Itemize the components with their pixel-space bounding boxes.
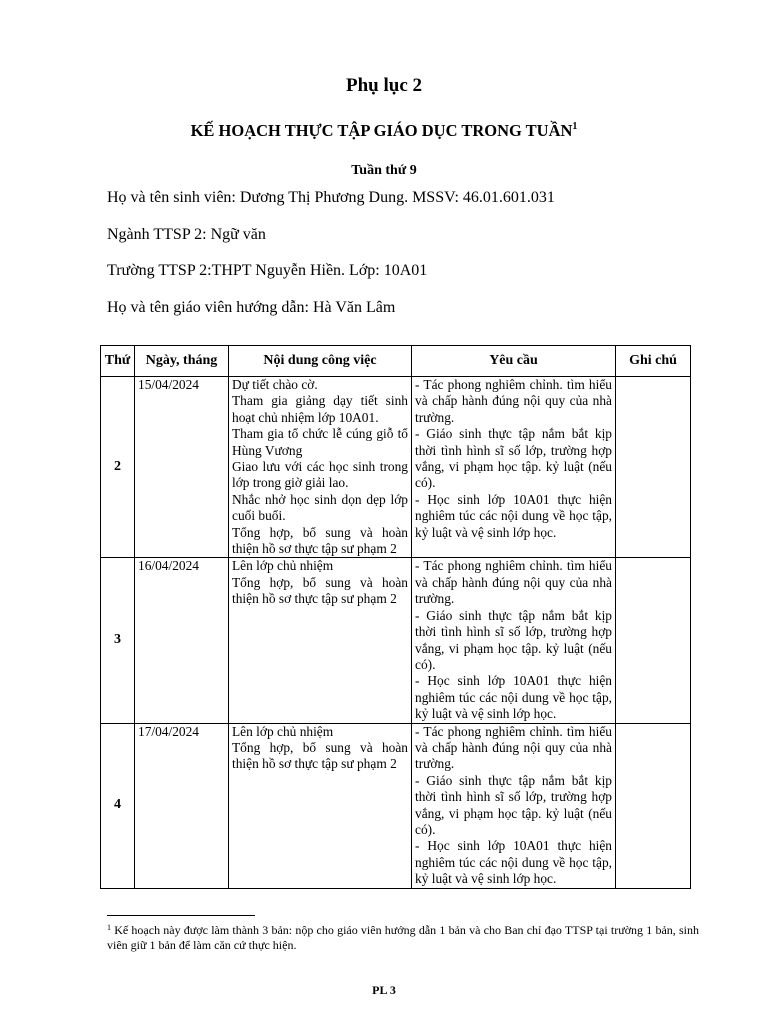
footnote-divider bbox=[107, 915, 255, 916]
requirement-line: - Học sinh lớp 10A01 thực hiện nghiêm túc các nội dung về học tập, kỷ luật và vệ sinh lớp học. bbox=[415, 491, 612, 540]
content-line: Dự tiết chào cờ. bbox=[232, 377, 318, 392]
requirement-cell bbox=[412, 723, 616, 888]
note-cell bbox=[616, 377, 691, 558]
appendix-title: Phụ lục 2 bbox=[345, 75, 423, 96]
header-note: Ghi chú bbox=[616, 346, 691, 377]
day-cell: 3 bbox=[101, 558, 135, 723]
requirement-cell bbox=[412, 558, 616, 723]
note-cell bbox=[616, 723, 691, 888]
weekly-plan-table bbox=[100, 345, 691, 889]
plan-title-footnote-mark: 1 bbox=[572, 121, 578, 132]
requirement-line: - Học sinh lớp 10A01 thực hiện nghiêm túc các nội dung về học tập, kỷ luật và vệ sinh lớp học. bbox=[415, 838, 612, 887]
major-info-line: Ngành TTSP 2: Ngữ văn bbox=[107, 226, 266, 243]
content-cell bbox=[229, 377, 412, 558]
content-line: Tổng hợp, bổ sung và hoàn thiện hồ sơ thực tập sư phạm 2 bbox=[232, 574, 408, 607]
requirement-line: - Tác phong nghiêm chỉnh. tìm hiểu và chấp hành đúng nội quy của nhà trường. bbox=[415, 377, 612, 425]
date-cell: 17/04/2024 bbox=[135, 723, 229, 888]
content-line: Tổng hợp, bổ sung và hoàn thiện hồ sơ thực tập sư phạm 2 bbox=[232, 524, 408, 557]
requirement-cell bbox=[412, 377, 616, 558]
content-line: Lên lớp chủ nhiệm bbox=[232, 723, 334, 739]
student-info-line: Họ và tên sinh viên: Dương Thị Phương Dung. MSSV: 46.01.601.031 bbox=[107, 189, 555, 206]
requirement-line: - Giáo sinh thực tập nắm bắt kịp thời tình hình sĩ số lớp, trường hợp vắng, vi phạm học tập. kỷ luật (nếu có). bbox=[415, 426, 612, 491]
content-line: Nhắc nhở học sinh dọn dẹp lớp cuối buổi. bbox=[232, 491, 408, 524]
plan-title bbox=[0, 121, 768, 141]
school-info-line: Trường TTSP 2:THPT Nguyễn Hiền. Lớp: 10A01 bbox=[107, 262, 428, 279]
date-cell: 16/04/2024 bbox=[135, 558, 229, 723]
date-cell: 15/04/2024 bbox=[135, 377, 229, 558]
week-label: Tuần thứ 9 bbox=[351, 163, 417, 178]
requirement-line: - Tác phong nghiêm chỉnh. tìm hiểu và chấp hành đúng nội quy của nhà trường. bbox=[415, 723, 612, 772]
page-number: PL 3 bbox=[372, 983, 396, 997]
requirement-line: - Giáo sinh thực tập nắm bắt kịp thời tình hình sĩ số lớp, trường hợp vắng, vi phạm học tập. kỷ luật (nếu có). bbox=[415, 607, 612, 672]
content-line: Tham gia giảng dạy tiết sinh hoạt chủ nhiệm lớp 10A01. bbox=[232, 393, 408, 425]
plan-title-text: KẾ HOẠCH THỰC TẬP GIÁO DỤC TRONG TUẦN bbox=[190, 121, 573, 140]
table-row bbox=[101, 723, 691, 888]
footnote-text: Kế hoạch này được làm thành 3 bản: nộp cho giáo viên hướng dẫn 1 bản và cho Ban chỉ đạo TTSP tại trường 1 bản, sinh viên giữ 1 bản để làm căn cứ thực hiện. bbox=[107, 923, 700, 952]
footnote-mark: 1 bbox=[107, 923, 111, 932]
table-row bbox=[101, 558, 691, 723]
footnote bbox=[107, 920, 699, 953]
content-cell bbox=[229, 558, 412, 723]
requirement-line: - Tác phong nghiêm chỉnh. tìm hiểu và chấp hành đúng nội quy của nhà trường. bbox=[415, 558, 612, 607]
header-requirement: Yêu cầu bbox=[412, 346, 616, 377]
content-line: Tham gia tổ chức lễ cúng giỗ tổ Hùng Vương bbox=[232, 426, 408, 458]
header-content: Nội dung công việc bbox=[229, 346, 412, 377]
supervisor-info-line: Họ và tên giáo viên hướng dẫn: Hà Văn Lâm bbox=[107, 299, 396, 316]
content-line: Giao lưu với các học sinh trong lớp trong giờ giải lao. bbox=[232, 459, 408, 491]
content-cell bbox=[229, 723, 412, 888]
content-line: Lên lớp chủ nhiệm bbox=[232, 558, 334, 574]
day-cell: 4 bbox=[101, 723, 135, 888]
requirement-line: - Học sinh lớp 10A01 thực hiện nghiêm túc các nội dung về học tập, kỷ luật và vệ sinh lớp học. bbox=[415, 673, 612, 722]
table-header-row bbox=[101, 346, 691, 377]
requirement-line: - Giáo sinh thực tập nắm bắt kịp thời tình hình sĩ số lớp, trường hợp vắng, vi phạm học tập. kỷ luật (nếu có). bbox=[415, 772, 612, 837]
header-date: Ngày, tháng bbox=[135, 346, 229, 377]
header-thu: Thứ bbox=[101, 346, 135, 377]
day-cell: 2 bbox=[101, 377, 135, 558]
table-row bbox=[101, 377, 691, 558]
content-line: Tổng hợp, bổ sung và hoàn thiện hồ sơ thực tập sư phạm 2 bbox=[232, 739, 408, 772]
note-cell bbox=[616, 558, 691, 723]
